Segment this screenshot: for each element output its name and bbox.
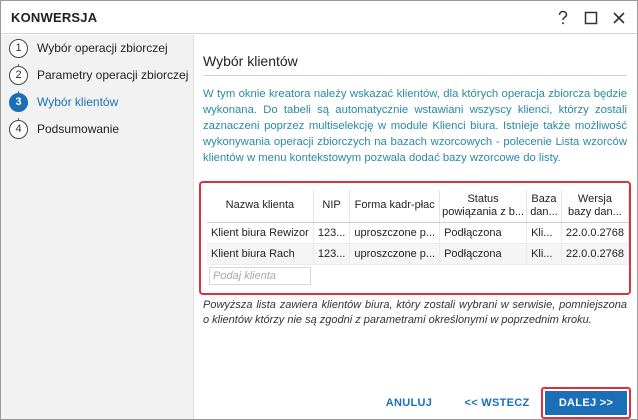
table-row[interactable] <box>207 243 629 264</box>
section-title: Wybór klientów <box>203 53 298 69</box>
step-number: 2 <box>9 66 28 85</box>
input-cell <box>207 264 313 287</box>
wizard-step-2[interactable] <box>9 65 188 85</box>
cell-nip: 123... <box>313 222 350 243</box>
info-text: W tym oknie kreatora należy wskazać klientów, dla których operacja zbiorcza będzie wykonana. Do tabeli są automatycznie wstawiani wszyscy klienci, którzy zostali zaznaczeni poprzez multiselekcję w module Klienci biura. Istnieje także możliwość wykonywania operacji zbiorczych na bazach wzorcowych - polecenie Lista wzorców klientów w menu kontekstowym pozwala dodać bazy wzorcowe do listy. <box>203 88 627 164</box>
step-label: Parametry operacji zbiorczej <box>37 68 189 82</box>
back-button[interactable]: << WSTECZ <box>464 397 530 409</box>
next-button[interactable]: DALEJ >> <box>545 391 627 415</box>
cell-status: Podłączona <box>440 243 527 264</box>
title-bar <box>1 1 637 34</box>
wizard-step-1[interactable] <box>9 38 168 58</box>
step-number: 4 <box>9 120 28 139</box>
wizard-step-3[interactable] <box>9 92 118 112</box>
cell-name: Klient biura Rewizor <box>207 222 313 243</box>
client-search-input[interactable] <box>209 267 311 285</box>
step-number: 3 <box>9 93 28 112</box>
close-icon[interactable] <box>607 7 631 29</box>
wizard-step-4[interactable] <box>9 119 119 139</box>
step-number: 1 <box>9 39 28 58</box>
cell-version: 22.0.0.2768 <box>561 243 628 264</box>
cell-form: uproszczone p... <box>350 222 440 243</box>
column-header-version[interactable]: Wersja bazy dan... <box>561 190 628 222</box>
cell-status: Podłączona <box>440 222 527 243</box>
cell-version: 22.0.0.2768 <box>561 222 628 243</box>
column-header-nip[interactable]: NIP <box>313 190 350 222</box>
maximize-icon[interactable] <box>579 7 603 29</box>
cell-database: Kli... <box>527 222 562 243</box>
wizard-footer <box>195 385 637 419</box>
table-header-row <box>207 190 629 222</box>
table-row[interactable] <box>207 222 629 243</box>
table-input-row <box>207 264 629 287</box>
clients-table-highlight <box>199 181 631 295</box>
column-header-database[interactable]: Baza dan... <box>527 190 562 222</box>
cell-nip: 123... <box>313 243 350 264</box>
table-note: Powyższa lista zawiera klientów biura, który zostali wybrani w serwisie, pomniejszona o klientów którzy nie są zgodni z parametrami określonymi w poprzednim kroku. <box>203 299 627 326</box>
wizard-steps-sidebar <box>1 35 194 419</box>
window-controls <box>551 7 631 29</box>
column-header-form[interactable]: Forma kadr-płac <box>350 190 440 222</box>
cell-form: uproszczone p... <box>350 243 440 264</box>
main-panel <box>195 35 637 385</box>
window-title: KONWERSJA <box>11 10 98 25</box>
step-label: Wybór klientów <box>37 95 119 109</box>
cell-database: Kli... <box>527 243 562 264</box>
column-header-status[interactable]: Status powiązania z b... <box>440 190 527 222</box>
cancel-button[interactable]: ANULUJ <box>385 397 433 409</box>
question-icon[interactable] <box>551 7 575 29</box>
cell-name: Klient biura Rach <box>207 243 313 264</box>
step-label: Podsumowanie <box>37 122 120 136</box>
clients-table <box>207 190 629 287</box>
section-divider <box>203 75 627 76</box>
column-header-name[interactable]: Nazwa klienta <box>207 190 313 222</box>
step-label: Wybór operacji zbiorczej <box>37 41 168 55</box>
next-button-highlight <box>541 387 631 419</box>
